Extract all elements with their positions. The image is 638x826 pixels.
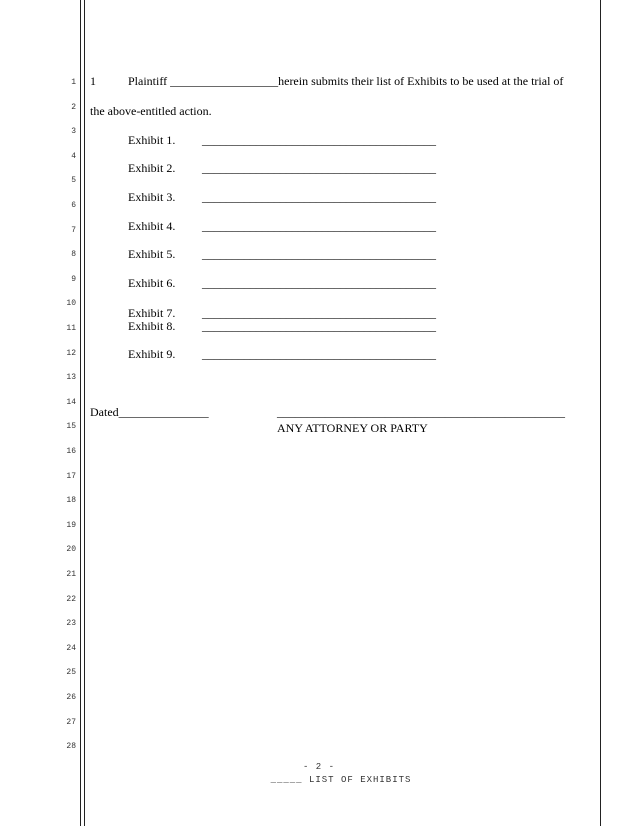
line-number: 15 <box>66 422 76 432</box>
line-number: 1 <box>71 78 76 87</box>
line-number: 19 <box>66 520 76 530</box>
line-number: 5 <box>71 176 76 186</box>
exhibit-label: Exhibit 6. <box>128 276 176 290</box>
exhibit-blank-field: _______________________________________ <box>202 133 436 147</box>
line-number: 23 <box>66 619 76 629</box>
line-number: 21 <box>66 570 76 579</box>
exhibit-blank-field: _______________________________________ <box>202 247 436 261</box>
line-number: 7 <box>71 225 76 235</box>
right-margin-rule <box>600 0 601 826</box>
exhibit-label: Exhibit 1. <box>128 133 176 147</box>
signature-line: ________________________________________________ <box>277 405 565 419</box>
exhibit-blank-field: _______________________________________ <box>202 219 436 233</box>
line-number: 10 <box>66 299 76 309</box>
exhibit-blank-field: _______________________________________ <box>202 319 436 333</box>
line-number: 25 <box>66 668 76 678</box>
exhibit-label: Exhibit 7. <box>128 306 176 320</box>
line-number: 20 <box>66 545 76 555</box>
line-number: 4 <box>71 151 76 161</box>
line-number: 8 <box>71 250 76 260</box>
line-number: 14 <box>66 397 76 407</box>
paragraph-number: 1 <box>90 74 96 88</box>
line-number: 27 <box>66 717 76 727</box>
line-number: 28 <box>66 742 76 752</box>
exhibit-label: Exhibit 9. <box>128 347 176 361</box>
line-number: 17 <box>66 471 76 481</box>
exhibit-blank-field: _______________________________________ <box>202 306 436 320</box>
exhibit-label: Exhibit 4. <box>128 219 176 233</box>
line-number: 16 <box>66 447 76 456</box>
exhibit-blank-field: _______________________________________ <box>202 347 436 361</box>
left-margin-rule-inner <box>84 0 85 826</box>
line-number: 6 <box>71 201 76 210</box>
line-number: 24 <box>66 643 76 653</box>
paragraph-text-line-2: the above-entitled action. <box>90 104 212 118</box>
page-number: - 2 - <box>302 762 335 772</box>
document-title-footer: _____ LIST OF EXHIBITS <box>270 775 412 785</box>
exhibit-label: Exhibit 2. <box>128 161 176 175</box>
line-number: 9 <box>71 274 76 284</box>
signature-caption: ANY ATTORNEY OR PARTY <box>277 421 428 435</box>
line-number: 11 <box>66 324 76 333</box>
dated-field: Dated_______________ <box>90 405 209 419</box>
exhibit-blank-field: _______________________________________ <box>202 190 436 204</box>
line-number: 12 <box>66 348 76 358</box>
exhibit-blank-field: _______________________________________ <box>202 276 436 290</box>
exhibit-label: Exhibit 5. <box>128 247 176 261</box>
line-number: 2 <box>71 102 76 112</box>
exhibit-blank-field: _______________________________________ <box>202 161 436 175</box>
line-number: 13 <box>66 373 76 383</box>
exhibit-label: Exhibit 3. <box>128 190 176 204</box>
exhibit-label: Exhibit 8. <box>128 319 176 333</box>
line-number: 22 <box>66 594 76 604</box>
line-number: 3 <box>71 127 76 137</box>
line-number: 26 <box>66 693 76 702</box>
left-margin-rule-outer <box>80 0 81 826</box>
paragraph-text-line-1: Plaintiff __________________herein submits their list of Exhibits to be used at the trial of <box>128 74 564 88</box>
line-number: 18 <box>66 496 76 506</box>
